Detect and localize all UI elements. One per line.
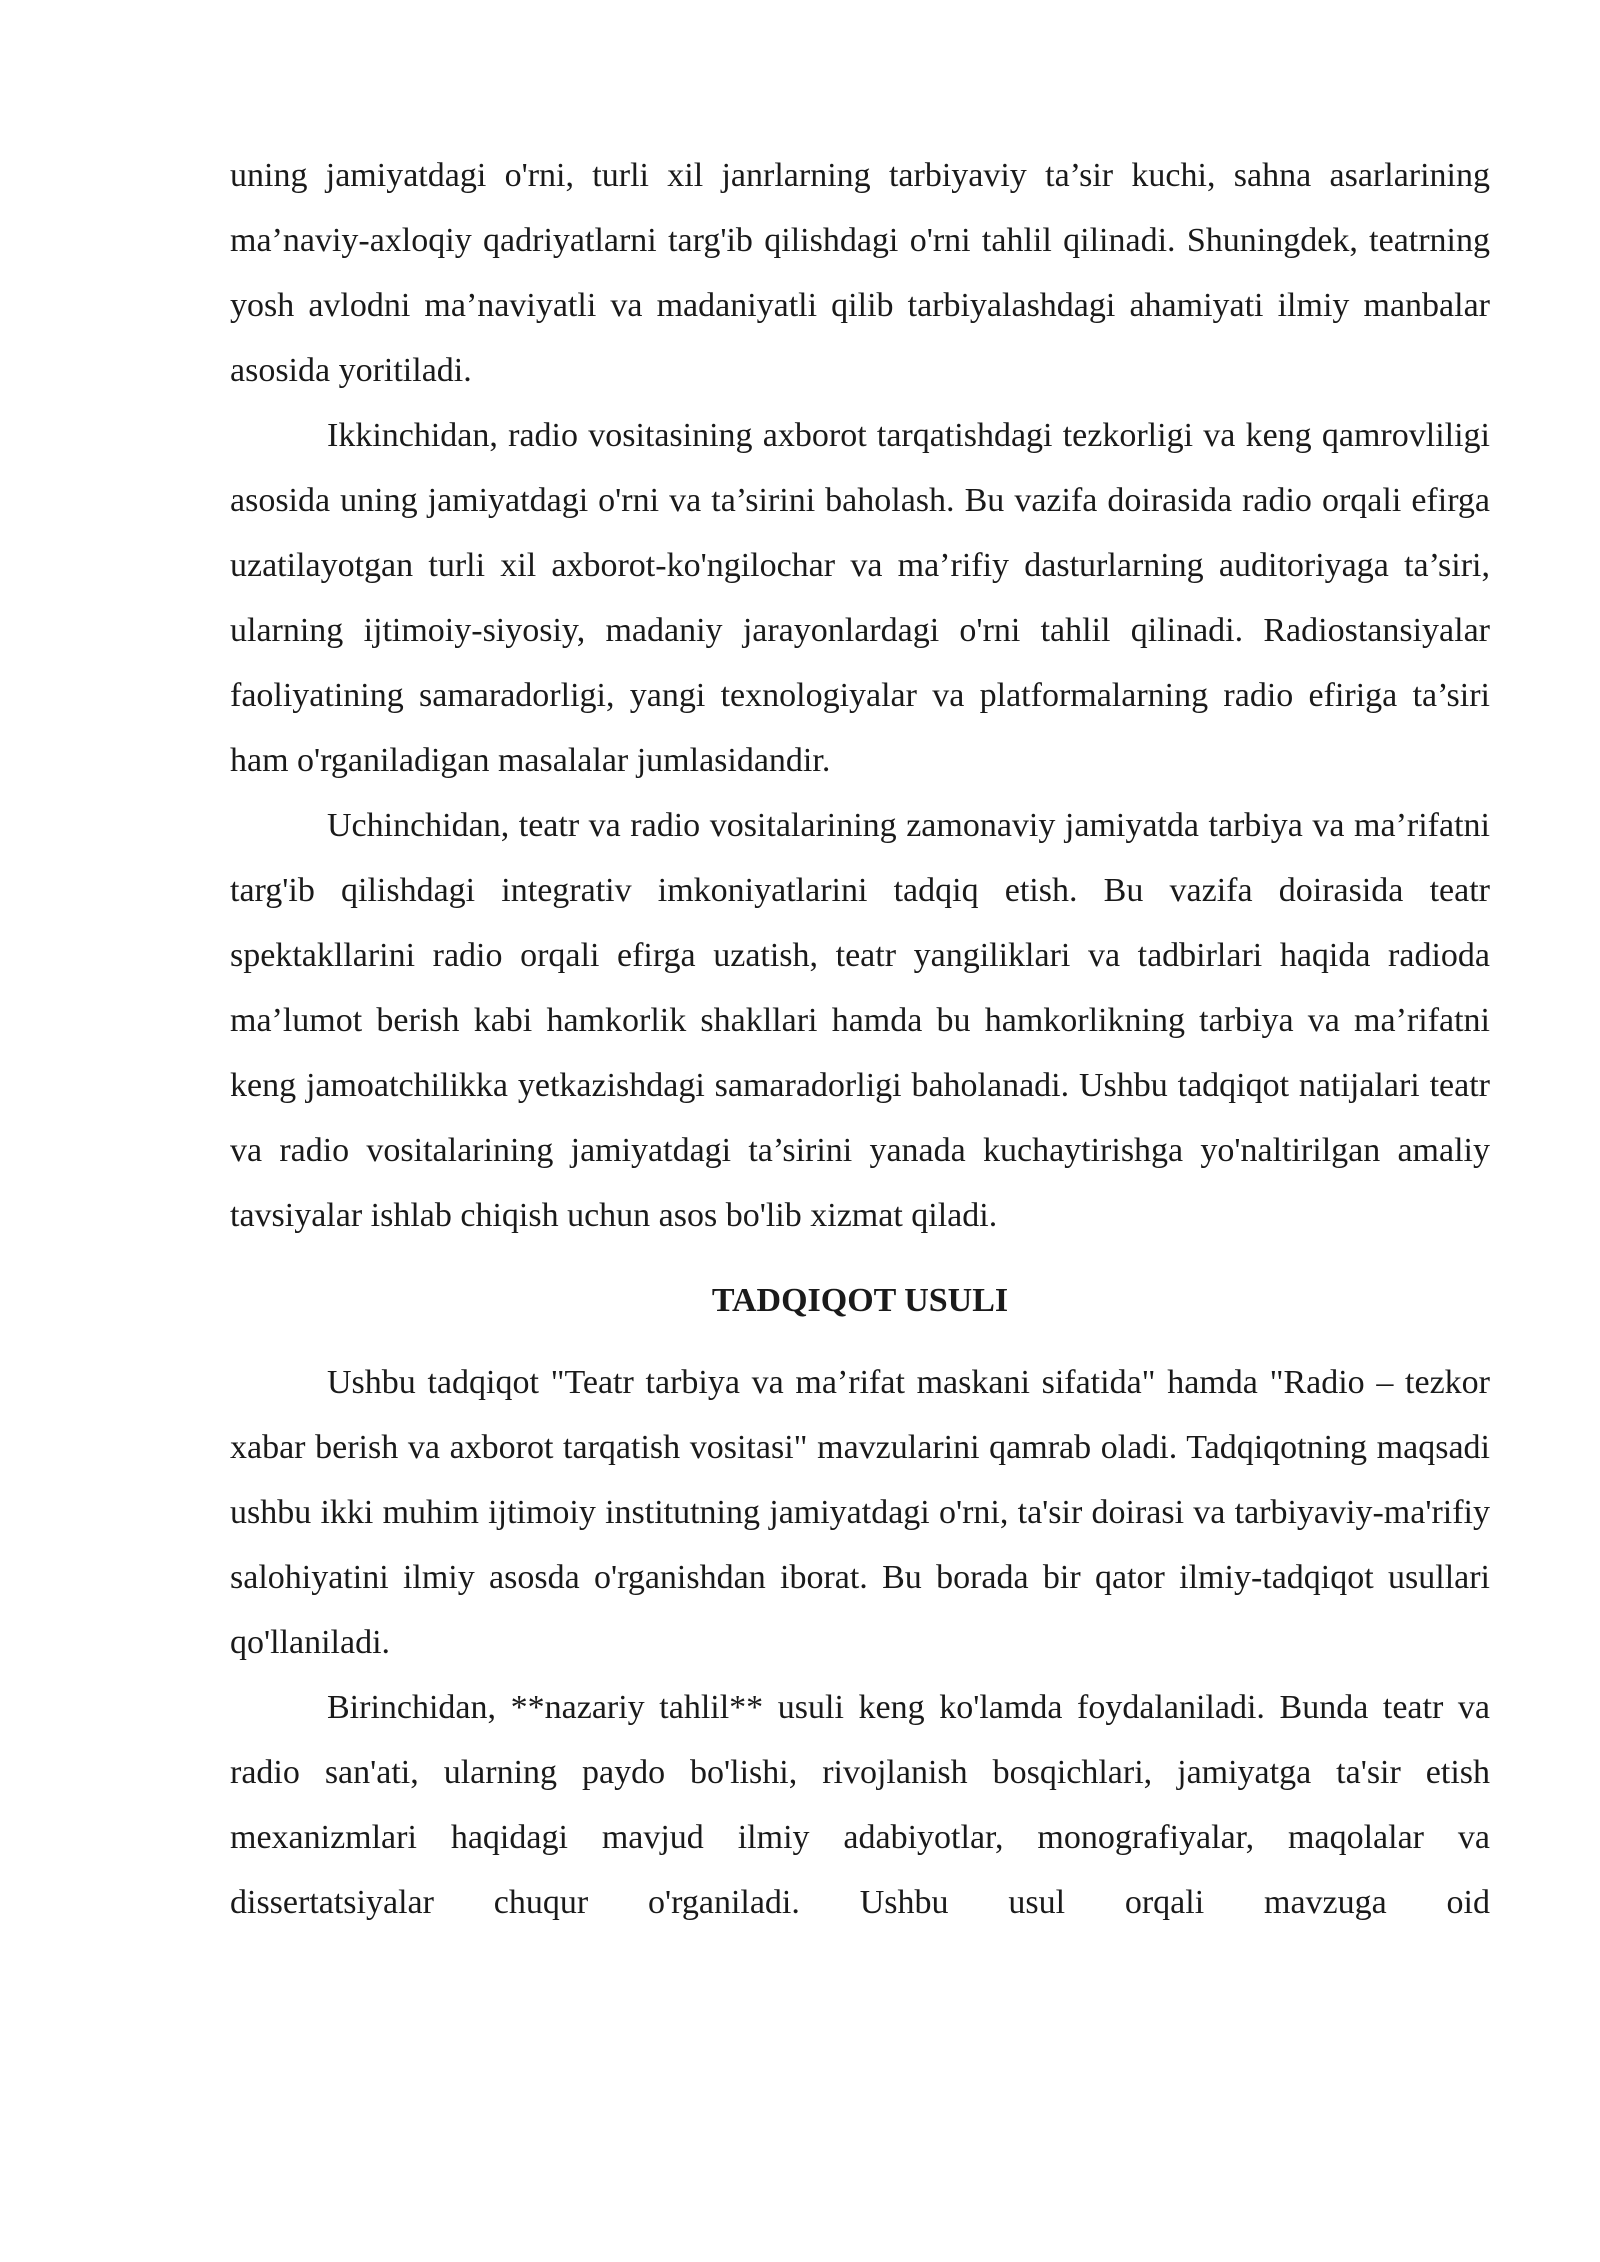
paragraph-ushbu-tadqiqot: Ushbu tadqiqot "Teatr tarbiya va ma’rifat maskani sifatida" hamda "Radio – tezkor xabar berish va axborot tarqatish vositasi" mavzularini qamrab oladi. Tadqiqotning maqsadi ushbu ikki muhim ijtimoiy institutning jamiyatdagi o'rni, ta'sir doirasi va tarbiyaviy-ma'rifiy salohiyatini ilmiy asosda o'rganishdan iborat. Bu borada bir qator ilmiy-tadqiqot usullari qo'llaniladi. [230, 1364, 1490, 1661]
paragraph-continuation: uning jamiyatdagi o'rni, turli xil janrlarning tarbiyaviy ta’sir kuchi, sahna asarlarining ma’naviy-axloqiy qadriyatlarni targ'ib qilishdagi o'rni tahlil qilinadi. Shuningdek, teatrning yosh avlodni ma’naviyatli va madaniyatli qilib tarbiyalashdagi ahamiyati ilmiy manbalar asosida yoritiladi. [230, 157, 1490, 389]
section-heading: TADQIQOT USULI [711, 1282, 1009, 1319]
document-page [230, 143, 1490, 1935]
paragraph-uchinchidan: Uchinchidan, teatr va radio vositalarining zamonaviy jamiyatda tarbiya va ma’rifatni targ'ib qilishdagi integrativ imkoniyatlarini tadqiq etish. Bu vazifa doirasida teatr spektakllarini radio orqali efirga uzatish, teatr yangiliklari va tadbirlari haqida radioda ma’lumot berish kabi hamkorlik shakllari hamda bu hamkorlikning tarbiya va ma’rifatni keng jamoatchilikka yetkazishdagi samaradorligi baholanadi. Ushbu tadqiqot natijalari teatr va radio vositalarining jamiyatdagi ta’sirini yanada kuchaytirishga yo'naltirilgan amaliy tavsiyalar ishlab chiqish uchun asos bo'lib xizmat qiladi. [230, 807, 1490, 1234]
paragraph-ikkinchidan: Ikkinchidan, radio vositasining axborot tarqatishdagi tezkorligi va keng qamrovliligi asosida uning jamiyatdagi o'rni va ta’sirini baholash. Bu vazifa doirasida radio orqali efirga uzatilayotgan turli xil axborot-ko'ngilochar va ma’rifiy dasturlarning auditoriyaga ta’siri, ularning ijtimoiy-siyosiy, madaniy jarayonlardagi o'rni tahlil qilinadi. Radiostansiyalar faoliyatining samaradorligi, yangi texnologiyalar va platformalarning radio efiriga ta’siri ham o'rganiladigan masalalar jumlasidandir. [230, 417, 1490, 779]
paragraph-birinchidan: Birinchidan, **nazariy tahlil** usuli keng ko'lamda foydalaniladi. Bunda teatr va radio san'ati, ularning paydo bo'lishi, rivojlanish bosqichlari, jamiyatga ta'sir etish mexanizmlari haqidagi mavjud ilmiy adabiyotlar, monografiyalar, maqolalar va dissertatsiyalar chuqur o'rganiladi. Ushbu usul orqali mavzuga oid [230, 1689, 1490, 1921]
